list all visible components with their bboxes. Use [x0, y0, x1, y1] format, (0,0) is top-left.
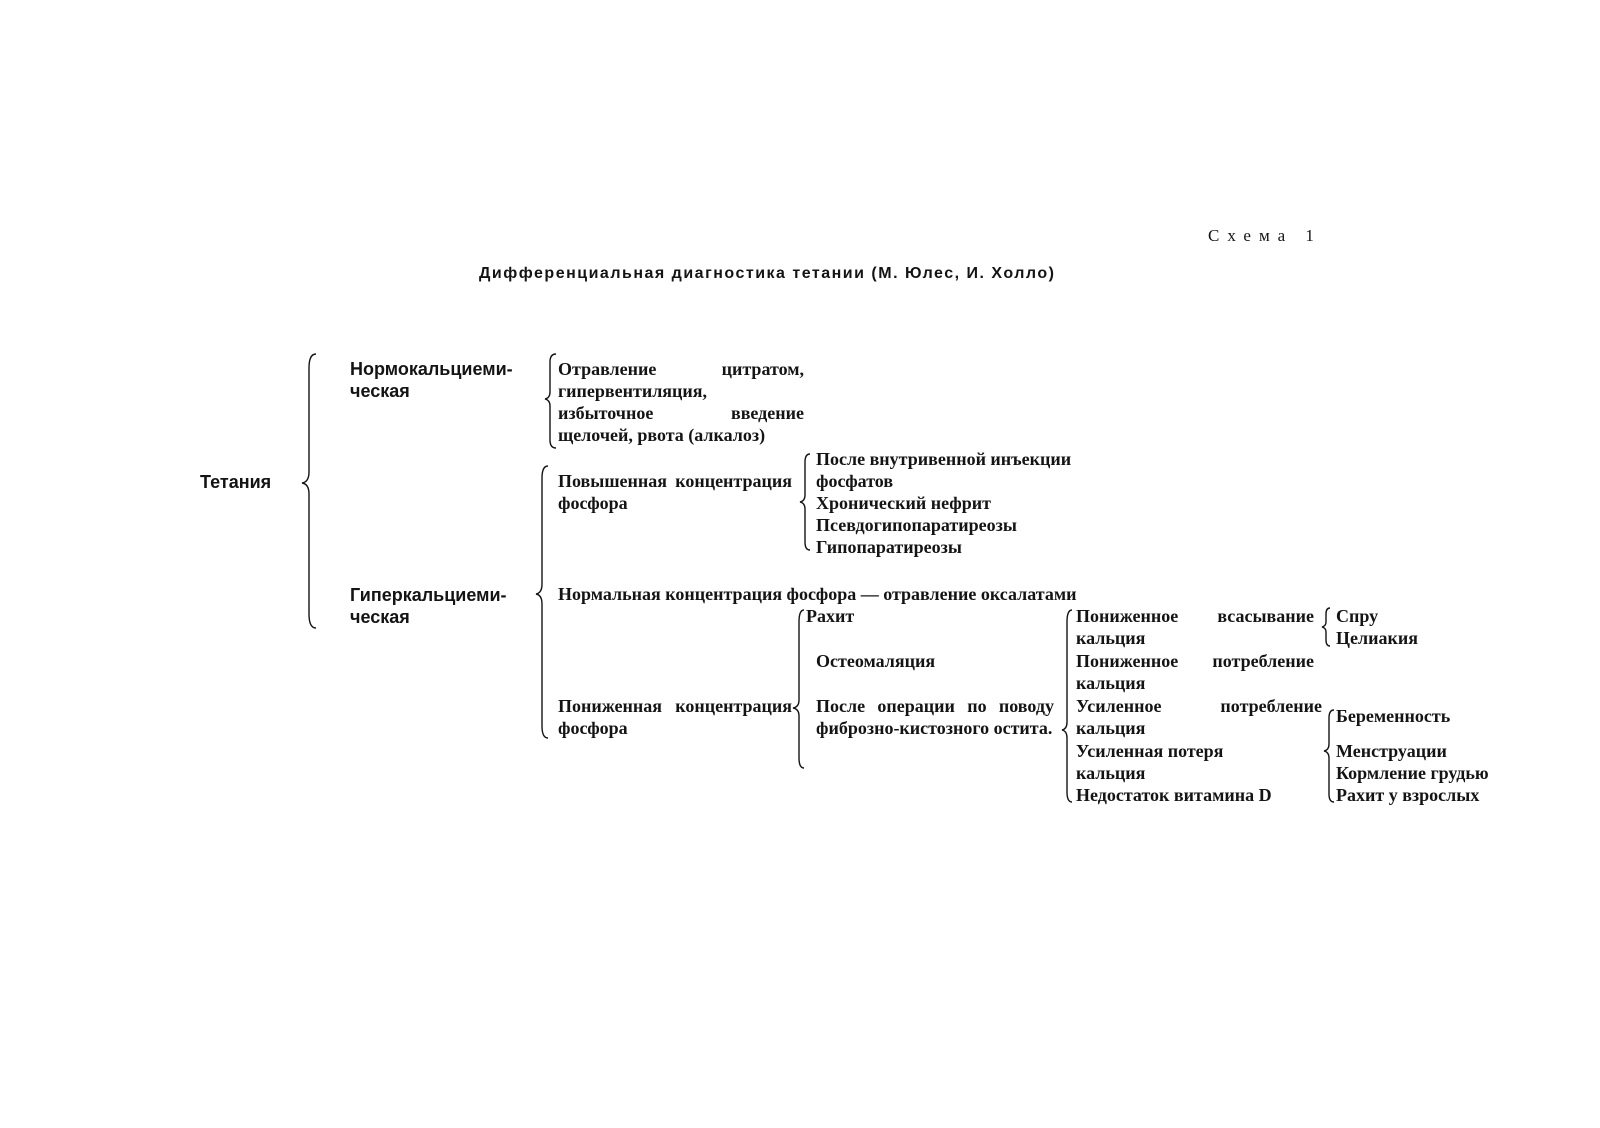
high-phosphorus-node: Повышенная концентрация фосфора	[558, 471, 792, 513]
cause-consumption: Усиленное потребление кальция	[1076, 696, 1322, 738]
high-phosphorus-item: Хронический нефрит	[816, 493, 991, 513]
low-phosphorus-brace	[793, 610, 804, 768]
low-phosphorus-node: Пониженная концентрация фосфора	[558, 696, 792, 738]
low-phosphorus-type: После операции по поводу фиброзно-кистозного остита.	[816, 696, 1054, 738]
low-phosphorus-type: Рахит	[806, 606, 855, 626]
consumption-brace	[1324, 710, 1334, 802]
normo-brace	[545, 354, 556, 448]
cause-vitamin-d: Недостаток витамина D	[1076, 785, 1272, 805]
high-phosphorus-item: После внутривенной инъекции фосфатов	[816, 449, 1072, 491]
high-phosphorus-brace	[800, 454, 810, 550]
absorption-items	[1336, 605, 1418, 649]
root-node: Тетания	[200, 472, 272, 492]
consumption-items	[1336, 740, 1489, 806]
consumption-item: Беременность	[1336, 706, 1451, 726]
absorption-item: Целиакия	[1336, 628, 1418, 648]
diagram-title: Дифференциальная диагностика тетании (М. Юлес, И. Холло)	[479, 265, 1056, 282]
normocalcemic-node: Нормокальциеми- ческая	[350, 359, 513, 401]
absorption-brace	[1322, 608, 1330, 646]
hypercalcemic-node: Гиперкальциеми- ческая	[350, 585, 507, 627]
high-phosphorus-items	[816, 448, 1071, 558]
high-phosphorus-item: Гипопаратиреозы	[816, 537, 962, 557]
cause-intake: Пониженное потребление кальция	[1076, 651, 1314, 693]
absorption-item: Спру	[1336, 606, 1379, 626]
consumption-item: Кормление грудью	[1336, 763, 1489, 783]
high-phosphorus-item: Псевдогипопаратиреозы	[816, 515, 1017, 535]
causes-brace	[1062, 610, 1072, 802]
consumption-item: Рахит у взрослых	[1336, 785, 1480, 805]
scheme-label: Схема 1	[1208, 226, 1322, 245]
normal-phosphorus-node: Нормальная концентрация фосфора — отравление оксалатами	[558, 584, 1077, 604]
consumption-item: Менструации	[1336, 741, 1447, 761]
cause-absorption: Пониженное всасывание кальция	[1076, 606, 1314, 648]
low-phosphorus-type: Остеомаляция	[816, 651, 936, 671]
normocalcemic-causes: Отравление цитратом, гипервентиляция, избыточное введение щелочей, рвота (алкалоз)	[558, 359, 804, 445]
root-brace	[302, 354, 316, 628]
cause-loss: Усиленная потеря кальция	[1076, 741, 1224, 783]
